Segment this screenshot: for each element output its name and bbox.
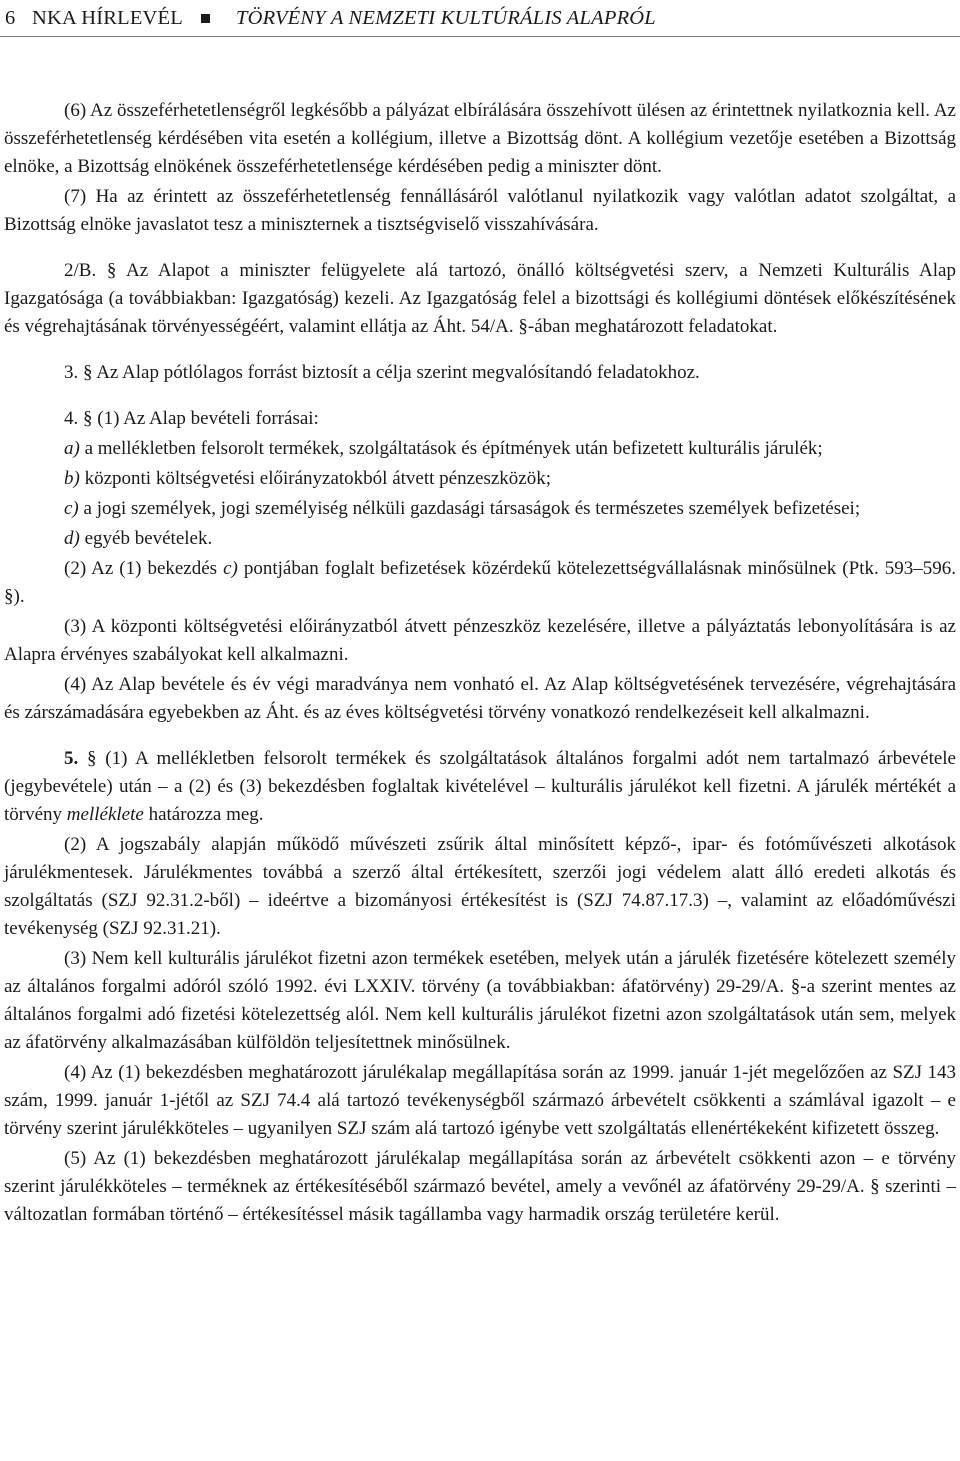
section-5-1-text-b: határozza meg. [143,804,264,825]
section-5-3: (3) Nem kell kulturális járulékot fizetni azon termékek esetében, melyek után a járulék fizetésére kötelezett személy az általános forgalmi adóról szóló 1992. évi LXXIV. törvény (a továbbiakban: áfatörvény) 29-29/A. §-a szerint mentes az általános forgalmi adó fizetési kötelezettség alól. Nem kell kulturális járulékot fizetni azon szolgáltatások után sem, melyek az áfatörvény alkalmazásában külföldön teljesítettnek minősülnek. [4,948,956,1053]
paragraph-2a-6: (6) Az összeférhetetlenségről legkésőbb a pályázat elbírálására összehívott ülésen az érintettnek nyilatkoznia kell. Az összeférhetetlenség kérdésében vita esetén a kollégium, illetve a Bizottság dönt. A kollégium vezetője esetében a Bizottság elnöke, a Bizottság elnökének összeférhetetlensége kérdésében pedig a miniszter dönt. [4,100,956,177]
section-title: TÖRVÉNY A NEMZETI KULTÚRÁLIS ALAPRÓL [236,7,656,29]
page-number: 6 [5,7,16,29]
list-item-c [4,495,956,523]
section-5-5: (5) Az (1) bekezdésben meghatározott járulékalap megállapítása során az árbevételt csökkenti azon – e törvény szerint járulékköteles – terméknek az értékesítéséből származó bevétel, amely a vevőnél az áfatörvény 29-29/A. § szerinti – változatlan formában történő – értékesítéssel másik tagállamba vagy harmadik ország területére kerül. [4,1148,956,1225]
list-label-c: c) [64,498,79,519]
section-5-number: 5. [64,748,79,769]
square-bullet-icon [201,14,210,23]
list-item-d [4,525,956,553]
law-text-body [4,97,956,1229]
section-4-2 [4,555,956,611]
list-item-b [4,465,956,493]
section-5-2: (2) A jogszabály alapján működő művészeti zsűrik által minősített képző-, ipar- és fotóművészeti alkotások járulékmentesek. Járulékmentes továbbá a szerző által értékesített, szerzői jogi védelem alatt álló eredeti alkotás és szolgáltatás (SZJ 92.31.2-ből) – ideértve a bizományosi értékesítést is (SZJ 74.87.17.3) –, valamint az előadóművészi tevékenység (SZJ 92.31.21). [4,834,956,939]
list-text-d: egyéb bevételek. [79,528,213,549]
section-4-3: (3) A központi költségvetési előirányzatból átvett pénzeszköz kezelésére, illetve a pályáztatás lebonyolítására is az Alapra érvényes szabályokat kell alkalmazni. [4,616,956,665]
section-5-1-text-a: § (1) A mellékletben felsorolt termékek és szolgáltatások általános forgalmi adót nem tartalmazó árbevétele (jegybevétele) után – a (2) és (3) bekezdésben foglaltak kivételével – kulturális járulékot kell fizetni. A járulék mértékét a törvény [4,748,956,825]
section-2b: 2/B. § Az Alapot a miniszter felügyelete alá tartozó, önálló költségvetési szerv, a Nemzeti Kulturális Alap Igazgatósága (a továbbiakban: Igazgatóság) kezeli. Az Igazgatóság felel a bizottsági és kollégiumi döntések előkészítésének és végrehajtásának törvényességéért, valamint ellátja az Áht. 54/A. §-ában meghatározott feladatokat. [4,260,956,337]
section-3: 3. § Az Alap pótlólagos forrást biztosít a célja szerint megvalósítandó feladatokhoz. [64,362,700,383]
section-5-1-emphasis: melléklete [66,804,144,825]
paragraph-2a-7: (7) Ha az érintett az összeférhetetlenség fennállásáról valótlanul nyilatkozik vagy valótlan adatot szolgáltat, a Bizottság elnöke javaslatot tesz a miniszternek a tisztségviselő visszahívására. [4,186,956,235]
list-label-a: a) [64,438,80,459]
section-4-4: (4) Az Alap bevétele és év végi maradványa nem vonható el. Az Alap költségvetésének tervezésére, végrehajtására és zárszámadására egyebekben az Áht. és az éves költségvetési törvény vonatkozó rendelkezéseit kell alkalmazni. [4,674,956,723]
section-5-4: (4) Az (1) bekezdésben meghatározott járulékalap megállapítása során az 1999. január 1-jét megelőzően az SZJ 143 szám, 1999. január 1-jétől az SZJ 74.4 alá tartozó tevékenységből származó árbevételt csökkenti a számlával igazolt – e törvény szerint járulékköteles – ugyanilyen SZJ szám alá tartozó igénybe vett szolgáltatás ellenértékeként kifizetett összeg. [4,1062,956,1139]
section-4-2-text-a: (2) Az (1) bekezdés [64,558,224,579]
list-text-a: a mellékletben felsorolt termékek, szolgáltatások és építmények után befizetett kulturális járulék; [79,438,823,459]
list-label-b: b) [64,468,80,489]
list-item-a [4,435,956,463]
list-text-b: központi költségvetési előirányzatokból átvett pénzeszközök; [79,468,551,489]
publication-title: NKA HÍRLEVÉL [32,7,184,29]
page-header [0,0,960,37]
section-4-2-text-b: pontjában foglalt befizetések közérdekű kötelezettségvállalásnak minősülnek (Ptk. 593–596. §). [4,558,956,607]
section-4-2-ref: c) [223,558,238,579]
list-text-c: a jogi személyek, jogi személyiség nélküli gazdasági társaságok és természetes személyek befizetései; [78,498,861,519]
section-4-1: 4. § (1) Az Alap bevételi forrásai: [64,408,319,429]
section-5-1 [4,745,956,829]
list-label-d: d) [64,528,80,549]
